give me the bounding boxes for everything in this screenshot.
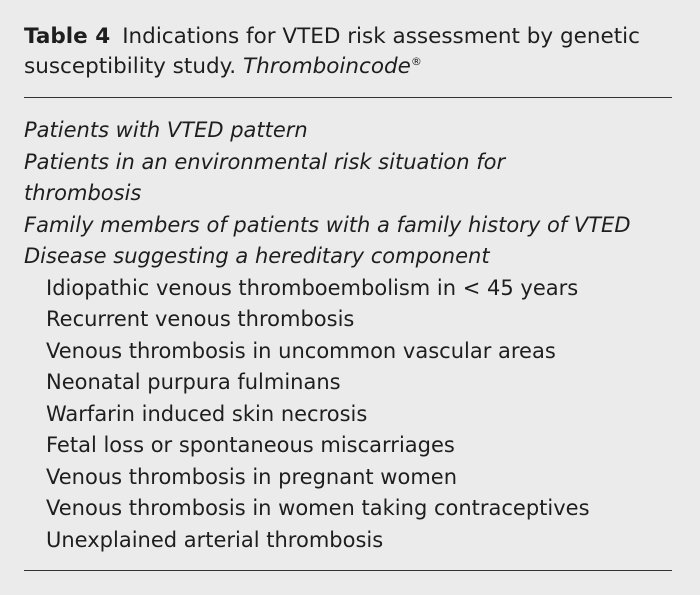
caption-text: Indications for VTED risk assessment by genetic susceptibility study.	[24, 24, 640, 79]
table-caption	[24, 22, 684, 82]
hereditary-component-row: Warfarin induced skin necrosis	[46, 401, 368, 426]
hereditary-component-row: Recurrent venous thrombosis	[46, 307, 355, 331]
product-name: Thromboincode	[242, 54, 411, 79]
hereditary-component-row: Neonatal purpura fulminans	[46, 370, 341, 394]
hereditary-component-row: Unexplained arterial thrombosis	[46, 527, 384, 552]
hereditary-component-row: Fetal loss or spontaneous miscarriages	[46, 433, 455, 457]
indications-list	[24, 115, 694, 556]
bottom-divider	[24, 570, 672, 571]
hereditary-component-row: Idiopathic venous thromboembolism in < 45 years	[46, 275, 579, 300]
registered-mark: ®	[410, 54, 422, 68]
indication-row: Disease suggesting a hereditary component	[24, 244, 490, 268]
hereditary-component-row: Venous thrombosis in uncommon vascular areas	[46, 338, 556, 363]
hereditary-component-row: Venous thrombosis in women taking contraceptives	[46, 496, 590, 520]
indication-row: Patients in an environmental risk situation for thrombosis	[24, 149, 506, 205]
table-label: Table 4	[24, 24, 111, 49]
hereditary-component-row: Venous thrombosis in pregnant women	[46, 464, 458, 489]
indication-row: Family members of patients with a family history of VTED	[24, 212, 631, 237]
indication-row: Patients with VTED pattern	[24, 118, 308, 142]
top-divider	[24, 97, 672, 98]
